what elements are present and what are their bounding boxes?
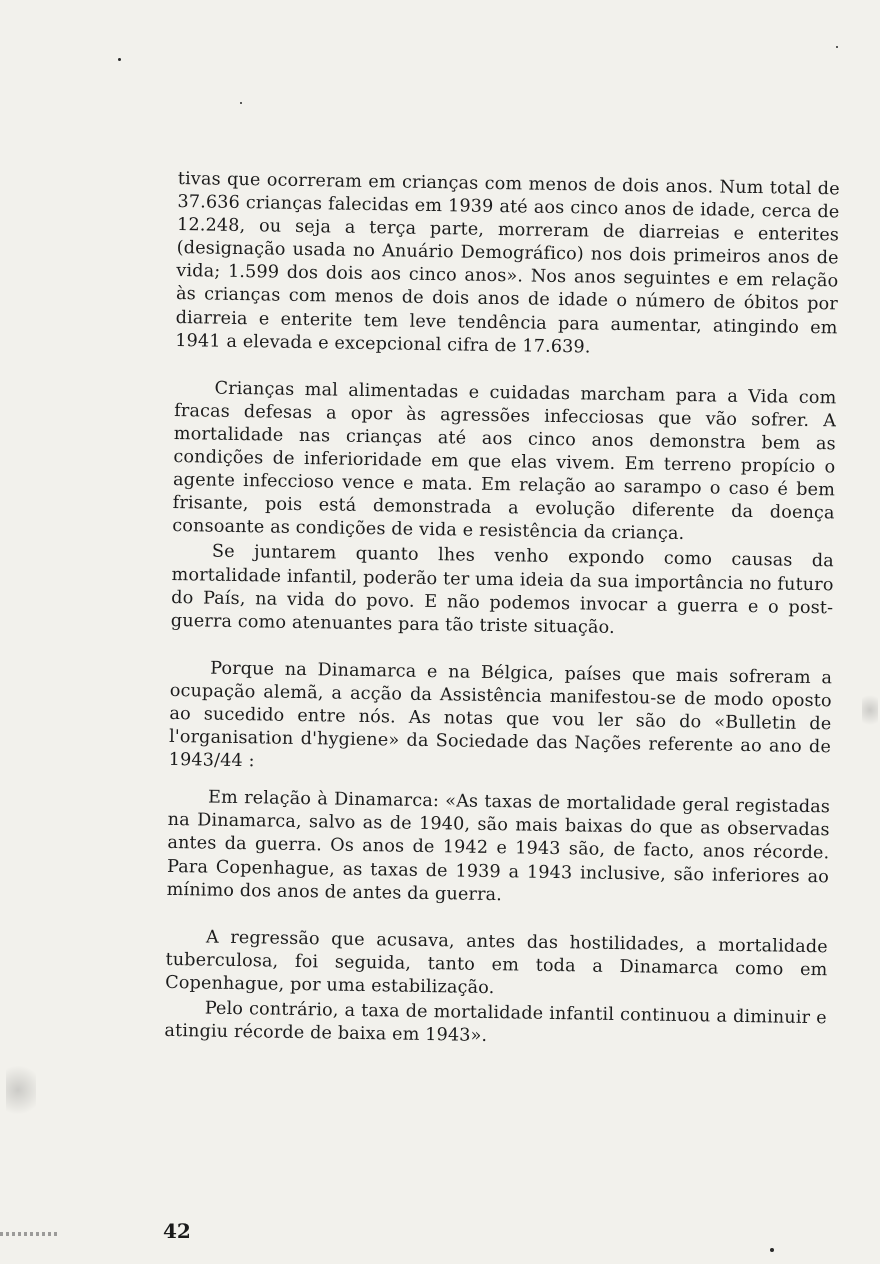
paragraph-5: Em relação à Dinamarca: «As taxas de mortalidade geral registadas na Dinamarca, salvo as de 1940, são mais baixas do que as observadas antes da guerra. Os anos de 1942 e 1943 são, de facto, anos récorde. Para Copenhague, as taxas de 1939 a 1943 inclusive, são inferiores ao mínimo dos anos de antes da guerra. [166, 787, 831, 905]
dust-speck [240, 102, 242, 104]
dust-speck [836, 46, 838, 48]
scan-artifact [0, 1232, 60, 1236]
scan-artifact [862, 690, 878, 730]
paragraph-6: A regressão que acusava, antes das hostilidades, a mortalidade tuberculosa, foi seguida, tanto em toda a Dinamarca como em Copenhague, por uma estabilização. [165, 927, 829, 998]
paragraph-2: Crianças mal alimentadas e cuidadas marcham para a Vida com fracas defesas a opor às agressões infecciosas que vão sofrer. A mortalidade nas crianças até aos cinco anos demonstra bem as condições de inferioridade em que elas vivem. Em terreno propício o agente infeccioso vence e mata. Em relação ao sarampo o caso é bem frisante, pois está demonstrada a evolução diferente da doença consoante as condições de vida e resistência da criança. [172, 378, 837, 545]
paragraph-7: Pelo contrário, a taxa de mortalidade infantil continuou a diminuir e atingiu récorde de baixa em 1943». [164, 998, 827, 1047]
dust-speck [118, 58, 121, 61]
scan-artifact [6, 1060, 36, 1120]
page-number: 42 [163, 1219, 191, 1243]
paragraph-3: Se juntarem quanto lhes venho expondo como causas da mortalidade infantil, poderão ter uma ideia da sua importância no futuro do País, na vida do povo. E não podemos invocar a guerra e o post-guerra como atenuantes para tão triste situação. [170, 541, 835, 638]
body-text [164, 168, 840, 1053]
dust-speck [770, 1248, 774, 1252]
paragraph-4: Porque na Dinamarca e na Bélgica, países que mais sofreram a ocupação alemã, a acção da Assistência manifestou-se de modo oposto ao sucedido entre nós. As notas que vou ler são do «Bulletin de l'organisation d'hygiene» da Sociedade das Nações referente ao ano de 1943/44 : [168, 658, 833, 772]
paragraph-1: tivas que ocorreram em crianças com menos de dois anos. Num total de 37.636 crianças falecidas em 1939 até aos cinco anos de idade, cerca de 12.248, ou seja a terça parte, morreram de diarreias e enterites (designação usada no Anuário Demográfico) nos dois primeiros anos de vida; 1.599 dos dois aos cinco anos». Nos anos seguintes e em relação às crianças com menos de dois anos de idade o número de óbitos por diarreia e enterite tem leve tendência para aumentar, atingindo em 1941 a elevada e excepcional cifra de 17.639. [175, 168, 840, 358]
